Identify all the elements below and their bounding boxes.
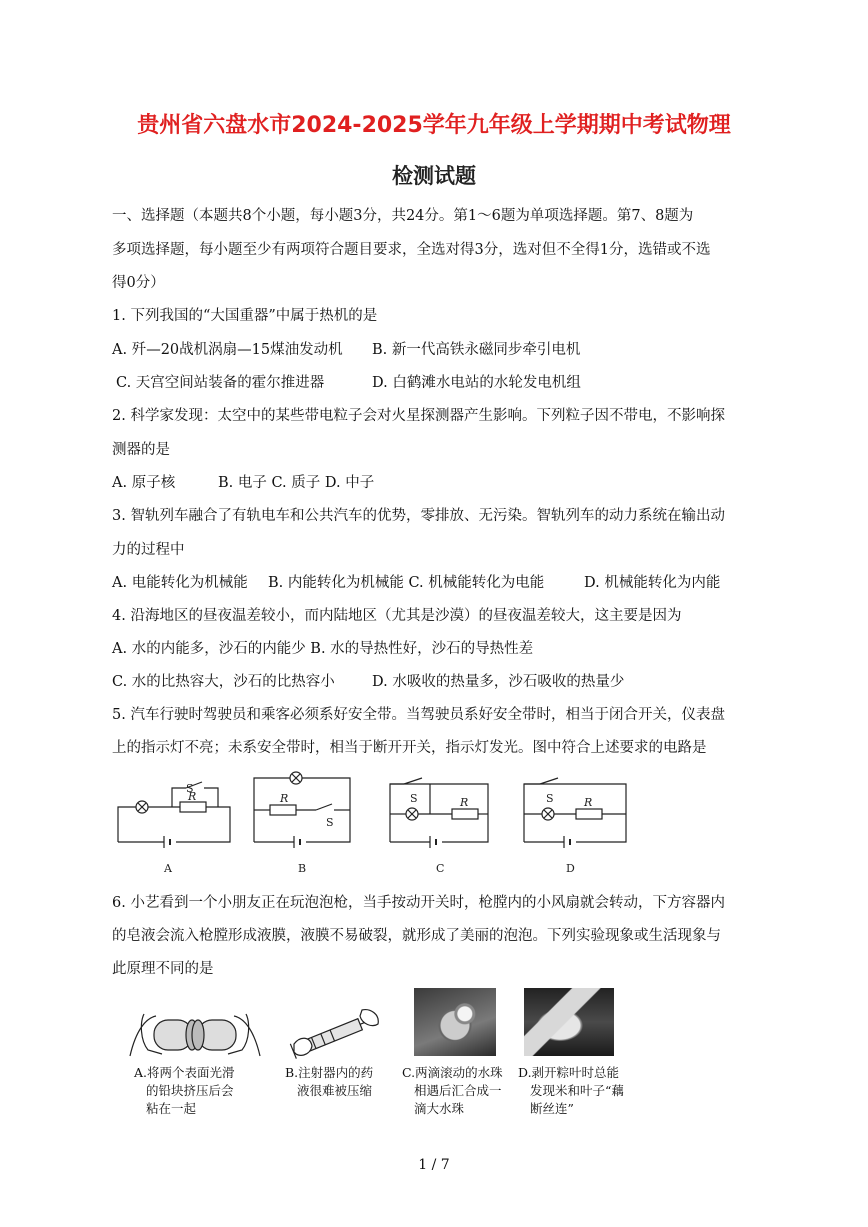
q3-stem-line-1: 3. 智轨列车融合了有轨电车和公共汽车的优势，零排放、无污染。智轨列车的动力系统在输出动 bbox=[112, 508, 725, 524]
circuit-a-label: A bbox=[164, 862, 172, 875]
circuit-a bbox=[118, 782, 230, 848]
q1-option-d: D. 白鹤滩水电站的水轮发电机组 bbox=[372, 375, 581, 391]
exam-title: 贵州省六盘水市2024-2025学年九年级上学期期中考试物理 bbox=[137, 113, 731, 138]
section-intro-line-2: 多项选择题，每小题至少有两项符合题目要求，全选对得3分，选对但不全得1分，选错或不选 bbox=[112, 242, 711, 258]
q4-options-ab: A. 水的内能多，沙石的内能少 B. 水的导热性好，沙石的导热性差 bbox=[112, 641, 534, 657]
q4-stem: 4. 沿海地区的昼夜温差较小，而内陆地区（尤其是沙漠）的昼夜温差较大，这主要是因为 bbox=[112, 608, 682, 624]
circuit-b-switch-label: S bbox=[326, 816, 334, 829]
q4-option-d: D. 水吸收的热量多，沙石吸收的热量少 bbox=[372, 674, 625, 690]
q1-option-b: B. 新一代高铁永磁同步牵引电机 bbox=[372, 342, 581, 358]
q2-options-bcd: B. 电子 C. 质子 D. 中子 bbox=[218, 475, 375, 491]
q6-picture-b-syringe bbox=[288, 1000, 384, 1062]
q2-option-a: A. 原子核 bbox=[112, 475, 176, 491]
circuit-b-label: B bbox=[298, 862, 307, 875]
q3-stem-line-2: 力的过程中 bbox=[112, 542, 185, 558]
q6-caption-b-line-1: B.注射器内的药 bbox=[285, 1065, 374, 1080]
q1-option-a: A. 歼—20战机涡扇—15煤油发动机 bbox=[112, 342, 343, 358]
section-intro-line-1: 一、选择题（本题共8个小题，每小题3分，共24分。第1～6题为单项选择题。第7、8题为 bbox=[112, 208, 694, 224]
q6-picture-d-zongzi bbox=[524, 988, 614, 1056]
circuit-c-label: C bbox=[436, 862, 445, 875]
q6-stem-line-3: 此原理不同的是 bbox=[112, 961, 214, 977]
circuit-d bbox=[524, 778, 626, 848]
q4-option-c: C. 水的比热容大，沙石的比热容小 bbox=[112, 674, 335, 690]
q1-stem: 1. 下列我国的“大国重器”中属于热机的是 bbox=[112, 308, 378, 324]
q6-caption-d bbox=[518, 1064, 624, 1118]
q6-picture-a-lead-blocks bbox=[126, 1000, 264, 1062]
q6-caption-c bbox=[402, 1064, 503, 1118]
q6-caption-d-line-1: D.剥开粽叶时总能 bbox=[518, 1065, 620, 1080]
q3-option-a: A. 电能转化为机械能 bbox=[112, 575, 248, 591]
q6-caption-b bbox=[285, 1064, 373, 1100]
q6-caption-c-line-1: C.两滴滚动的水珠 bbox=[402, 1065, 503, 1080]
q6-picture-c-water-drops bbox=[414, 988, 496, 1056]
q5-circuit-diagrams bbox=[0, 770, 868, 880]
q6-caption-a-line-1: A.将两个表面光滑 bbox=[134, 1065, 235, 1080]
page-number: 1 / 7 bbox=[418, 1157, 450, 1173]
q6-stem-line-1: 6. 小艺看到一个小朋友正在玩泡泡枪，当手按动开关时，枪膛内的小风扇就会转动，下方容器内 bbox=[112, 895, 725, 911]
circuit-d-label: D bbox=[566, 862, 575, 875]
q6-caption-a bbox=[134, 1064, 235, 1118]
circuit-b-resistor-label: R bbox=[280, 792, 289, 805]
q6-caption-c-line-3: 滴大水珠 bbox=[414, 1101, 465, 1116]
q5-stem-line-2: 上的指示灯不亮；未系安全带时，相当于断开开关，指示灯发光。图中符合上述要求的电路是 bbox=[112, 740, 707, 756]
q6-caption-d-line-3: 断丝连” bbox=[530, 1101, 574, 1116]
section-intro-line-3: 得0分） bbox=[112, 275, 165, 291]
circuit-b bbox=[254, 772, 350, 848]
q6-caption-a-line-3: 粘在一起 bbox=[146, 1101, 197, 1116]
circuit-c-resistor-label: R bbox=[460, 796, 469, 809]
q3-option-d: D. 机械能转化为内能 bbox=[584, 575, 721, 591]
q3-options-bc: B. 内能转化为机械能 C. 机械能转化为电能 bbox=[268, 575, 545, 591]
q6-caption-c-line-2: 相遇后汇合成一 bbox=[414, 1083, 502, 1098]
exam-subtitle: 检测试题 bbox=[392, 164, 476, 188]
circuit-c bbox=[390, 778, 488, 848]
q2-stem-line-1: 2. 科学家发现：太空中的某些带电粒子会对火星探测器产生影响。下列粒子因不带电，不影响探 bbox=[112, 408, 725, 424]
circuit-d-resistor-label: R bbox=[584, 796, 593, 809]
circuit-c-switch-label: S bbox=[410, 792, 418, 805]
q6-stem-line-2: 的皂液会流入枪膛形成液膜，液膜不易破裂，就形成了美丽的泡泡。下列实验现象或生活现象与 bbox=[112, 928, 721, 944]
q5-stem-line-1: 5. 汽车行驶时驾驶员和乘客必须系好安全带。当驾驶员系好安全带时，相当于闭合开关，仪表盘 bbox=[112, 707, 725, 723]
q2-stem-line-2: 测器的是 bbox=[112, 442, 170, 458]
q1-option-c: C. 天宫空间站装备的霍尔推进器 bbox=[116, 375, 325, 391]
q6-caption-b-line-2: 液很难被压缩 bbox=[297, 1083, 373, 1098]
circuit-a-switch-label: S bbox=[186, 782, 194, 795]
circuit-d-switch-label: S bbox=[546, 792, 554, 805]
q6-caption-a-line-2: 的铅块挤压后会 bbox=[146, 1083, 234, 1098]
q6-caption-d-line-2: 发现米和叶子“藕 bbox=[530, 1083, 624, 1098]
circuit-a-resistor-label: R bbox=[188, 790, 197, 803]
